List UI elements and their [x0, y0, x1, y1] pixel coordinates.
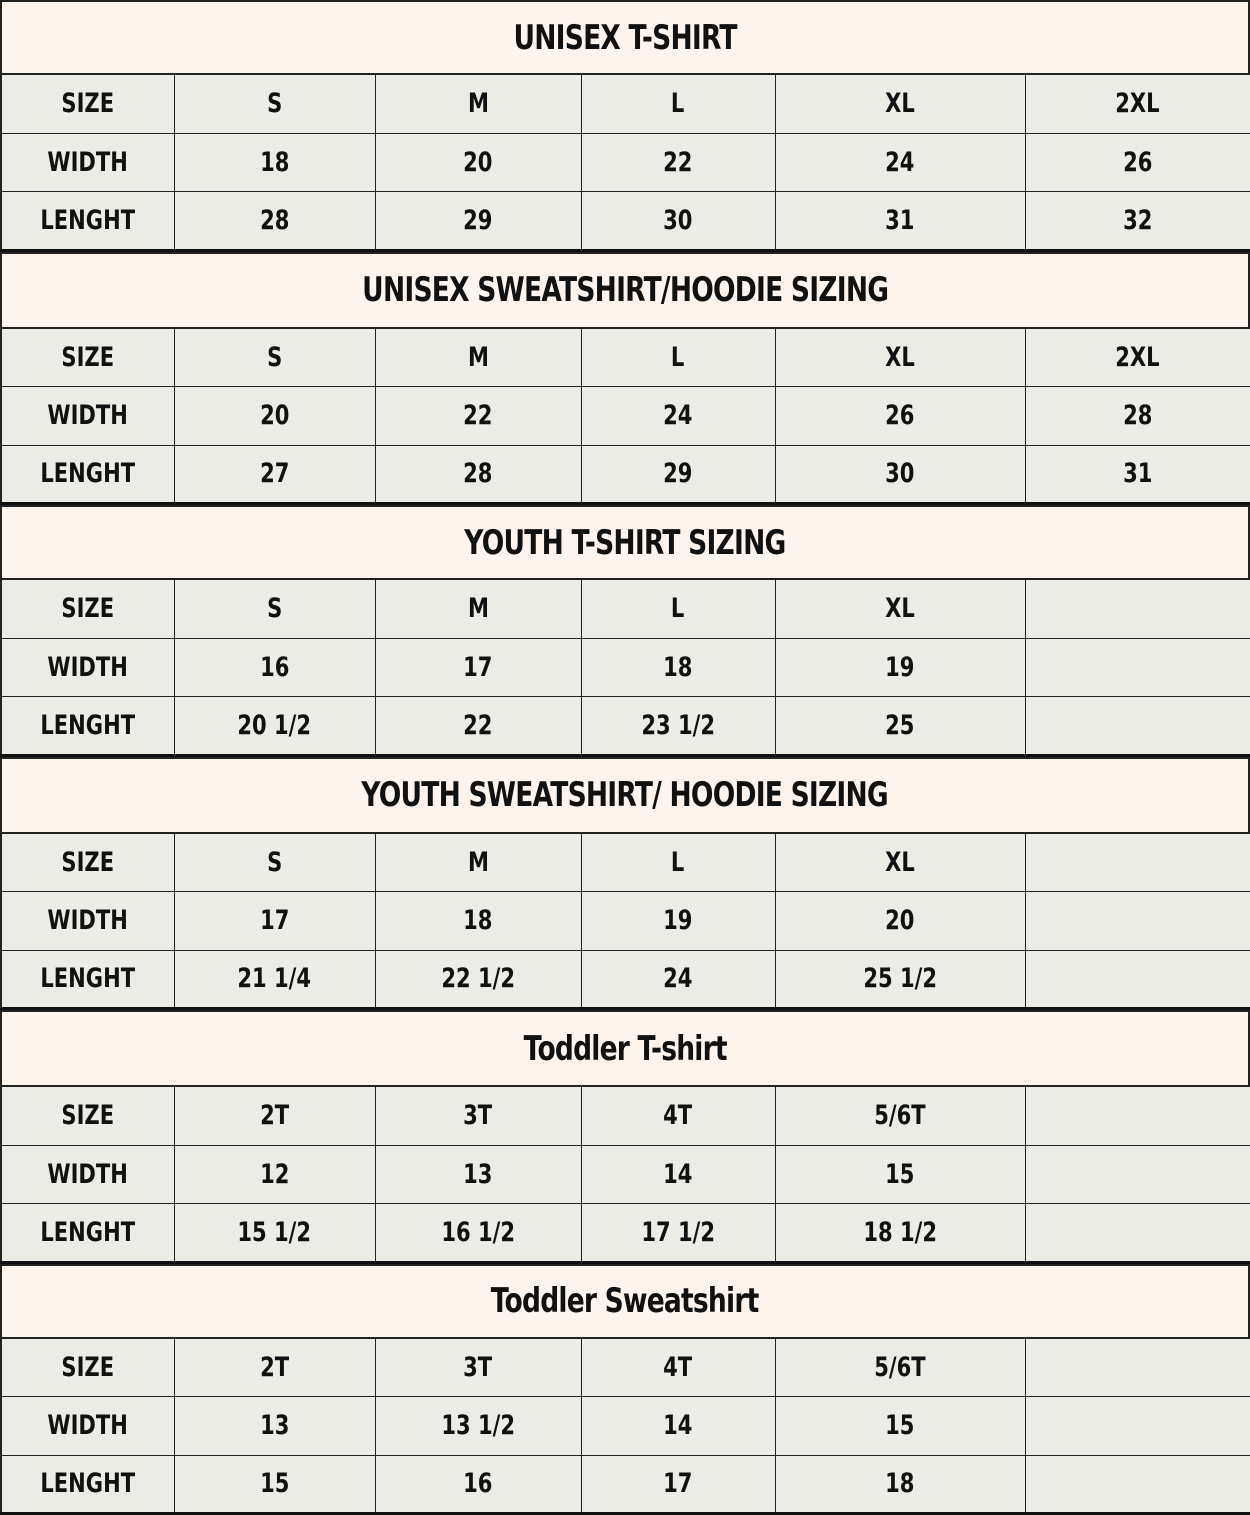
row-label [1, 133, 174, 192]
table-cell [375, 697, 581, 756]
table-cell [375, 387, 581, 446]
cell-value: 28 [463, 458, 492, 489]
row-label-text: WIDTH [47, 1410, 128, 1441]
table-cell [775, 950, 1025, 1009]
cell-value: 13 [463, 1159, 492, 1190]
row-label-text: WIDTH [47, 905, 128, 936]
row-label [1, 1397, 174, 1456]
table-cell [1025, 133, 1250, 192]
table-cell [375, 1204, 581, 1263]
table-cell [375, 1455, 581, 1514]
cell-value: 5/6T [874, 1352, 925, 1383]
row-label [1, 580, 174, 639]
table-cell [1025, 387, 1250, 446]
table-cell [174, 892, 375, 951]
table-cell [581, 1338, 775, 1397]
row-label-text: LENGHT [40, 458, 135, 489]
table-cell [581, 75, 775, 134]
cell-value: S [267, 342, 282, 373]
row-label-text: SIZE [61, 847, 114, 878]
cell-value: 2T [260, 1100, 289, 1131]
table-row [1, 833, 1250, 892]
cell-value: 18 [663, 652, 692, 683]
section-title [0, 757, 1250, 833]
cell-value: S [267, 847, 282, 878]
cell-value: 15 [885, 1159, 914, 1190]
row-label-text: LENGHT [40, 1468, 135, 1499]
table-row [1, 580, 1250, 639]
table-cell [1025, 638, 1250, 697]
size-section [0, 505, 1250, 757]
row-label [1, 697, 174, 756]
cell-value: 24 [663, 963, 692, 994]
table-cell [174, 387, 375, 446]
table-cell [581, 1145, 775, 1204]
table-cell [775, 192, 1025, 251]
row-label [1, 638, 174, 697]
cell-value: XL [885, 593, 915, 624]
table-row [1, 445, 1250, 504]
row-label [1, 892, 174, 951]
table-cell [775, 328, 1025, 387]
size-table [0, 579, 1250, 757]
table-cell [174, 638, 375, 697]
cell-value: M [468, 88, 489, 119]
table-cell [775, 697, 1025, 756]
table-cell [1025, 1338, 1250, 1397]
table-cell [581, 1397, 775, 1456]
row-label [1, 445, 174, 504]
cell-value: 13 1/2 [441, 1410, 515, 1441]
table-cell [775, 638, 1025, 697]
row-label [1, 1338, 174, 1397]
table-cell [581, 133, 775, 192]
section-title-text: YOUTH SWEATSHIRT/ HOODIE SIZING [362, 775, 889, 815]
row-label [1, 75, 174, 134]
table-cell [174, 328, 375, 387]
table-cell [375, 950, 581, 1009]
table-cell [375, 328, 581, 387]
table-cell [1025, 950, 1250, 1009]
cell-value: 30 [663, 205, 692, 236]
table-cell [174, 1455, 375, 1514]
table-cell [1025, 1204, 1250, 1263]
cell-value: XL [885, 342, 915, 373]
cell-value: 20 [463, 147, 492, 178]
cell-value: XL [885, 847, 915, 878]
cell-value: 29 [463, 205, 492, 236]
section-title [0, 252, 1250, 328]
table-cell [581, 580, 775, 639]
row-label-text: WIDTH [47, 652, 128, 683]
table-cell [775, 445, 1025, 504]
row-label-text: LENGHT [40, 205, 135, 236]
cell-value: 12 [260, 1159, 289, 1190]
cell-value: 23 1/2 [641, 710, 715, 741]
cell-value: 22 1/2 [441, 963, 515, 994]
table-cell [174, 1397, 375, 1456]
section-title-text: UNISEX T-SHIRT [513, 18, 736, 58]
table-cell [174, 833, 375, 892]
table-cell [1025, 892, 1250, 951]
cell-value: 16 [260, 652, 289, 683]
cell-value: M [468, 342, 489, 373]
cell-value: 3T [463, 1100, 492, 1131]
cell-value: M [468, 593, 489, 624]
cell-value: 26 [1123, 147, 1152, 178]
table-cell [775, 1087, 1025, 1146]
table-cell [375, 192, 581, 251]
table-cell [375, 892, 581, 951]
table-row [1, 387, 1250, 446]
row-label [1, 833, 174, 892]
row-label-text: LENGHT [40, 1217, 135, 1248]
table-cell [174, 1145, 375, 1204]
cell-value: 3T [463, 1352, 492, 1383]
row-label [1, 328, 174, 387]
row-label-text: WIDTH [47, 147, 128, 178]
cell-value: S [267, 88, 282, 119]
section-title-text: YOUTH T-SHIRT SIZING [464, 523, 785, 563]
table-cell [775, 387, 1025, 446]
row-label-text: SIZE [61, 88, 114, 119]
section-title [0, 0, 1250, 74]
cell-value: 22 [463, 400, 492, 431]
table-cell [1025, 445, 1250, 504]
table-cell [775, 75, 1025, 134]
table-row [1, 192, 1250, 251]
table-cell [174, 950, 375, 1009]
row-label-text: WIDTH [47, 400, 128, 431]
table-cell [174, 75, 375, 134]
row-label [1, 192, 174, 251]
cell-value: 19 [663, 905, 692, 936]
cell-value: 25 [885, 710, 914, 741]
table-cell [775, 580, 1025, 639]
section-title-text: Toddler T-shirt [523, 1029, 726, 1069]
table-row [1, 1455, 1250, 1514]
table-cell [775, 1455, 1025, 1514]
cell-value: 22 [463, 710, 492, 741]
cell-value: 18 [885, 1468, 914, 1499]
table-cell [1025, 1455, 1250, 1514]
table-cell [375, 1338, 581, 1397]
section-title [0, 505, 1250, 579]
table-cell [581, 892, 775, 951]
table-cell [581, 950, 775, 1009]
row-label [1, 1145, 174, 1204]
size-table [0, 74, 1250, 252]
cell-value: 24 [663, 400, 692, 431]
table-cell [1025, 192, 1250, 251]
cell-value: 28 [260, 205, 289, 236]
row-label [1, 1204, 174, 1263]
cell-value: 21 1/4 [238, 963, 312, 994]
table-cell [1025, 697, 1250, 756]
cell-value: 17 1/2 [641, 1217, 715, 1248]
table-cell [775, 1338, 1025, 1397]
size-section [0, 252, 1250, 506]
table-cell [581, 387, 775, 446]
table-row [1, 892, 1250, 951]
table-row [1, 1145, 1250, 1204]
size-table [0, 328, 1250, 506]
cell-value: 18 1/2 [863, 1217, 937, 1248]
table-cell [1025, 833, 1250, 892]
table-cell [174, 192, 375, 251]
cell-value: L [671, 847, 684, 878]
cell-value: 30 [885, 458, 914, 489]
table-cell [1025, 1145, 1250, 1204]
size-table [0, 1338, 1250, 1515]
cell-value: 29 [663, 458, 692, 489]
size-table [0, 833, 1250, 1011]
row-label-text: SIZE [61, 1100, 114, 1131]
cell-value: 20 [885, 905, 914, 936]
table-cell [775, 892, 1025, 951]
cell-value: 16 [463, 1468, 492, 1499]
table-row [1, 697, 1250, 756]
table-cell [775, 1145, 1025, 1204]
table-cell [375, 833, 581, 892]
cell-value: 4T [663, 1352, 692, 1383]
cell-value: 18 [260, 147, 289, 178]
table-row [1, 1338, 1250, 1397]
table-cell [375, 580, 581, 639]
cell-value: 15 [885, 1410, 914, 1441]
section-title-text: Toddler Sweatshirt [491, 1281, 759, 1321]
row-label-text: LENGHT [40, 710, 135, 741]
table-cell [775, 1397, 1025, 1456]
section-title [0, 1264, 1250, 1338]
section-title-text: UNISEX SWEATSHIRT/HOODIE SIZING [362, 270, 888, 310]
size-section [0, 1264, 1250, 1515]
cell-value: M [468, 847, 489, 878]
table-cell [1025, 580, 1250, 639]
cell-value: 17 [463, 652, 492, 683]
cell-value: 14 [663, 1410, 692, 1441]
table-cell [581, 697, 775, 756]
table-cell [775, 133, 1025, 192]
size-table [0, 1086, 1250, 1264]
row-label [1, 1455, 174, 1514]
row-label-text: LENGHT [40, 963, 135, 994]
cell-value: 17 [663, 1468, 692, 1499]
row-label [1, 950, 174, 1009]
cell-value: 2T [260, 1352, 289, 1383]
table-cell [174, 133, 375, 192]
table-cell [581, 445, 775, 504]
cell-value: 31 [1123, 458, 1152, 489]
cell-value: L [671, 342, 684, 373]
table-cell [174, 697, 375, 756]
table-cell [375, 1145, 581, 1204]
cell-value: S [267, 593, 282, 624]
table-cell [581, 638, 775, 697]
cell-value: L [671, 593, 684, 624]
table-cell [581, 1204, 775, 1263]
table-cell [1025, 1087, 1250, 1146]
table-row [1, 133, 1250, 192]
cell-value: 19 [885, 652, 914, 683]
cell-value: 14 [663, 1159, 692, 1190]
table-cell [581, 192, 775, 251]
cell-value: 2XL [1116, 88, 1160, 119]
table-cell [375, 133, 581, 192]
cell-value: 13 [260, 1410, 289, 1441]
cell-value: 16 1/2 [441, 1217, 515, 1248]
row-label [1, 1087, 174, 1146]
cell-value: 25 1/2 [863, 963, 937, 994]
table-row [1, 328, 1250, 387]
cell-value: XL [885, 88, 915, 119]
table-cell [1025, 328, 1250, 387]
table-cell [581, 1087, 775, 1146]
row-label-text: SIZE [61, 593, 114, 624]
row-label-text: SIZE [61, 1352, 114, 1383]
table-cell [174, 1204, 375, 1263]
table-cell [1025, 75, 1250, 134]
cell-value: L [671, 88, 684, 119]
cell-value: 31 [885, 205, 914, 236]
table-cell [375, 638, 581, 697]
cell-value: 18 [463, 905, 492, 936]
cell-value: 28 [1123, 400, 1152, 431]
size-section [0, 1010, 1250, 1264]
table-cell [581, 833, 775, 892]
cell-value: 26 [885, 400, 914, 431]
table-cell [775, 833, 1025, 892]
cell-value: 5/6T [874, 1100, 925, 1131]
table-row [1, 1397, 1250, 1456]
table-cell [174, 580, 375, 639]
table-cell [581, 328, 775, 387]
table-row [1, 1204, 1250, 1263]
table-cell [375, 1087, 581, 1146]
cell-value: 27 [260, 458, 289, 489]
table-cell [174, 445, 375, 504]
row-label [1, 387, 174, 446]
table-row [1, 75, 1250, 134]
table-cell [1025, 1397, 1250, 1456]
table-cell [174, 1338, 375, 1397]
table-cell [375, 445, 581, 504]
size-section [0, 757, 1250, 1011]
size-section [0, 0, 1250, 252]
cell-value: 22 [663, 147, 692, 178]
table-row [1, 950, 1250, 1009]
section-title [0, 1010, 1250, 1086]
table-cell [775, 1204, 1025, 1263]
table-cell [375, 75, 581, 134]
cell-value: 24 [885, 147, 914, 178]
cell-value: 4T [663, 1100, 692, 1131]
table-cell [581, 1455, 775, 1514]
table-cell [375, 1397, 581, 1456]
table-row [1, 638, 1250, 697]
row-label-text: WIDTH [47, 1159, 128, 1190]
cell-value: 15 1/2 [238, 1217, 312, 1248]
row-label-text: SIZE [61, 342, 114, 373]
cell-value: 20 [260, 400, 289, 431]
table-cell [174, 1087, 375, 1146]
cell-value: 15 [260, 1468, 289, 1499]
cell-value: 32 [1123, 205, 1152, 236]
table-row [1, 1087, 1250, 1146]
cell-value: 17 [260, 905, 289, 936]
cell-value: 20 1/2 [238, 710, 312, 741]
cell-value: 2XL [1116, 342, 1160, 373]
